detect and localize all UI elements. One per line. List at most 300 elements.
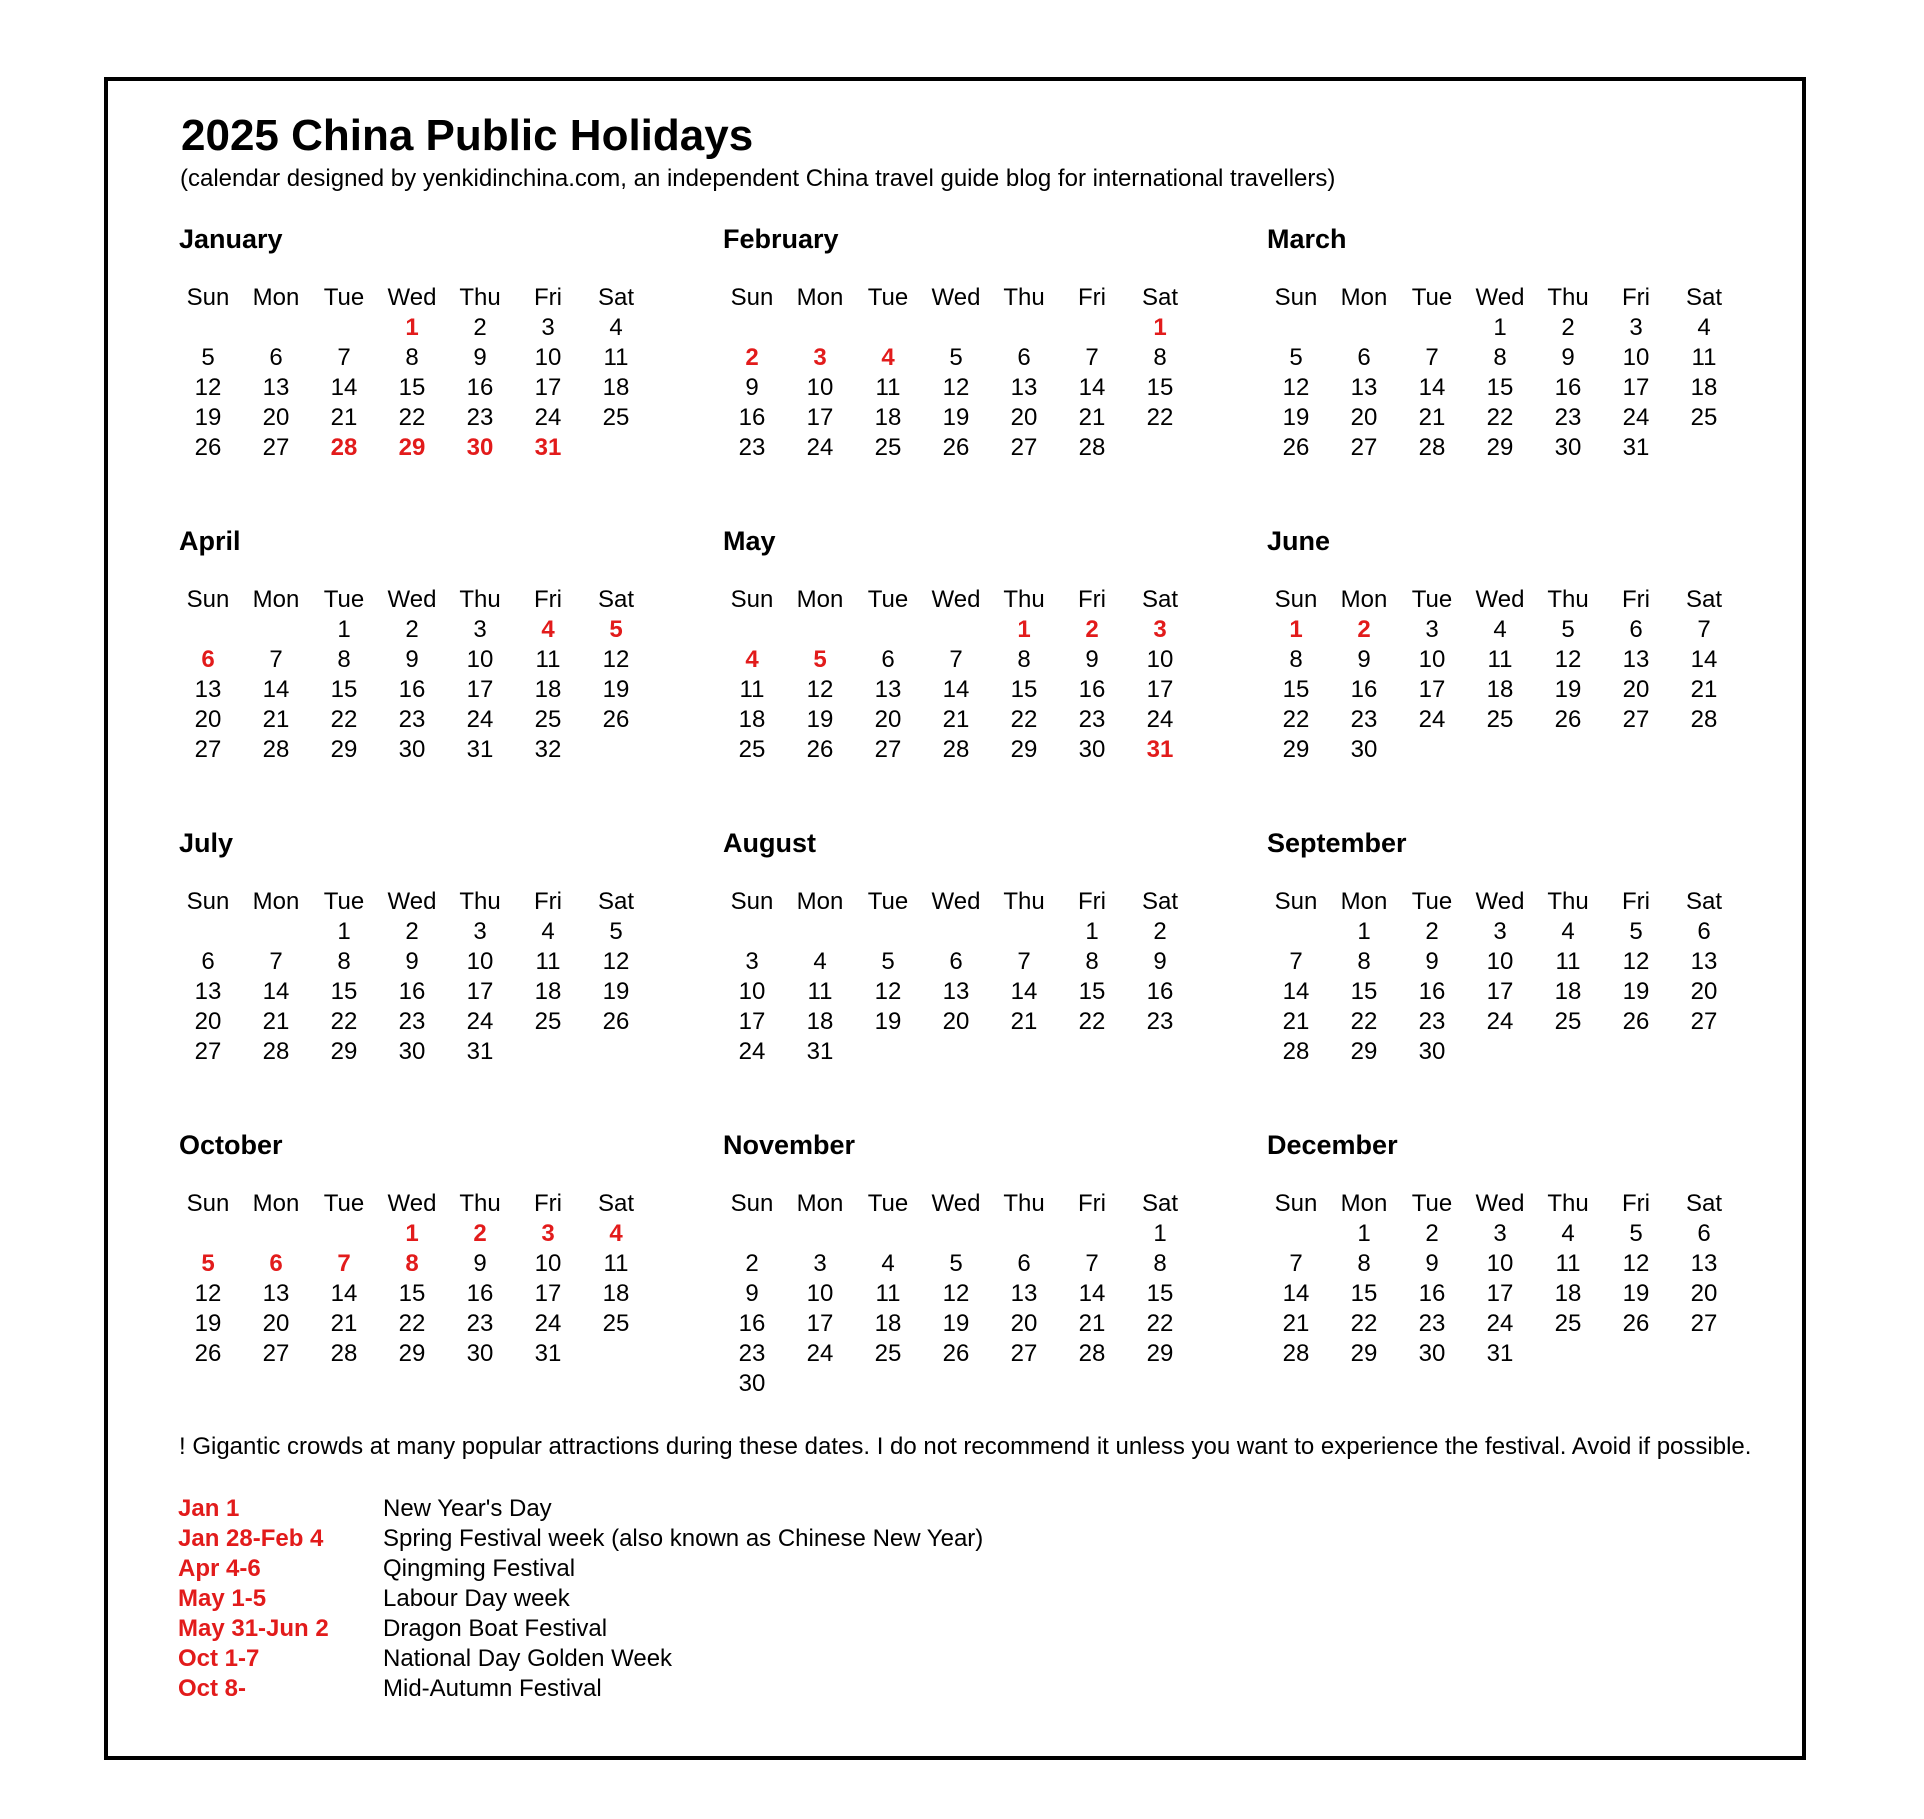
day-cell: 10 — [806, 374, 834, 401]
holiday-day-cell: 6 — [269, 1250, 283, 1277]
day-cell: 10 — [806, 1280, 834, 1307]
weekday-header: Thu — [1003, 284, 1045, 311]
day-cell: 8 — [1357, 1250, 1371, 1277]
day-cell: 24 — [806, 434, 834, 461]
day-cell: 16 — [1350, 676, 1378, 703]
day-cell: 23 — [1418, 1310, 1446, 1337]
day-cell: 8 — [1017, 646, 1031, 673]
day-cell: 17 — [1146, 676, 1174, 703]
day-cell: 11 — [603, 1250, 629, 1277]
day-cell: 15 — [330, 676, 358, 703]
weekday-header: Mon — [252, 1190, 300, 1217]
holiday-day-cell: 31 — [534, 434, 562, 461]
day-cell: 3 — [473, 616, 487, 643]
holiday-day-cell: 28 — [330, 434, 358, 461]
day-cell: 25 — [1554, 1008, 1582, 1035]
day-cell: 8 — [1289, 646, 1303, 673]
day-cell: 8 — [337, 948, 351, 975]
legend-date: Oct 8- — [178, 1675, 247, 1702]
day-cell: 28 — [262, 736, 290, 763]
day-cell: 7 — [269, 646, 283, 673]
day-cell: 23 — [1078, 706, 1106, 733]
day-cell: 13 — [1350, 374, 1378, 401]
legend-date: Jan 1 — [178, 1495, 240, 1522]
weekday-header: Wed — [1475, 1190, 1525, 1217]
day-cell: 22 — [1486, 404, 1514, 431]
page-subtitle: (calendar designed by yenkidinchina.com, an independent China travel guide blog for international travellers) — [180, 165, 1336, 192]
weekday-header: Thu — [459, 1190, 501, 1217]
day-cell: 25 — [874, 434, 902, 461]
day-cell: 15 — [1078, 978, 1106, 1005]
weekday-header: Mon — [1340, 888, 1388, 915]
day-cell: 19 — [874, 1008, 902, 1035]
weekday-header: Sat — [1685, 284, 1723, 311]
day-cell: 21 — [262, 1008, 290, 1035]
day-cell: 25 — [602, 1310, 630, 1337]
day-cell: 15 — [1282, 676, 1310, 703]
day-cell: 24 — [806, 1340, 834, 1367]
weekday-header: Wed — [1475, 888, 1525, 915]
day-cell: 26 — [942, 434, 970, 461]
day-cell: 18 — [806, 1008, 834, 1035]
weekday-header: Mon — [796, 284, 844, 311]
day-cell: 31 — [806, 1038, 834, 1065]
day-cell: 23 — [1350, 706, 1378, 733]
month-name: July — [179, 828, 234, 858]
weekday-header: Sun — [730, 888, 774, 915]
day-cell: 25 — [1554, 1310, 1582, 1337]
day-cell: 3 — [1493, 1220, 1507, 1247]
day-cell: 4 — [1697, 314, 1711, 341]
day-cell: 4 — [1561, 918, 1575, 945]
day-cell: 21 — [1282, 1008, 1310, 1035]
weekday-header: Wed — [1475, 586, 1525, 613]
day-cell: 17 — [1486, 1280, 1514, 1307]
day-cell: 25 — [534, 1008, 562, 1035]
weekday-header: Sat — [1685, 1190, 1723, 1217]
day-cell: 24 — [1486, 1310, 1514, 1337]
day-cell: 15 — [1010, 676, 1038, 703]
weekday-header: Fri — [534, 586, 562, 613]
day-cell: 31 — [534, 1340, 562, 1367]
day-cell: 21 — [1282, 1310, 1310, 1337]
day-cell: 7 — [1017, 948, 1031, 975]
day-cell: 23 — [466, 404, 494, 431]
day-cell: 29 — [1010, 736, 1038, 763]
day-cell: 29 — [398, 1340, 426, 1367]
day-cell: 3 — [813, 1250, 827, 1277]
day-cell: 15 — [1486, 374, 1514, 401]
holiday-day-cell: 8 — [405, 1250, 419, 1277]
day-cell: 15 — [1146, 374, 1174, 401]
day-cell: 19 — [1282, 404, 1310, 431]
day-cell: 8 — [337, 646, 351, 673]
day-cell: 6 — [881, 646, 895, 673]
day-cell: 26 — [942, 1340, 970, 1367]
holiday-day-cell: 30 — [466, 434, 494, 461]
day-cell: 7 — [1289, 1250, 1303, 1277]
day-cell: 12 — [942, 1280, 970, 1307]
day-cell: 21 — [1690, 676, 1718, 703]
month-name: September — [1267, 828, 1407, 858]
month-name: February — [723, 224, 839, 254]
day-cell: 22 — [398, 404, 426, 431]
day-cell: 6 — [1629, 616, 1643, 643]
holiday-day-cell: 4 — [609, 1220, 623, 1247]
day-cell: 29 — [1486, 434, 1514, 461]
day-cell: 1 — [337, 918, 351, 945]
month-name: January — [179, 224, 283, 254]
weekday-header: Thu — [459, 586, 501, 613]
weekday-header: Sun — [1274, 284, 1318, 311]
day-cell: 1 — [1357, 1220, 1371, 1247]
day-cell: 13 — [262, 1280, 290, 1307]
weekday-header: Fri — [1622, 888, 1650, 915]
legend-holiday-name: National Day Golden Week — [383, 1645, 673, 1672]
day-cell: 16 — [1078, 676, 1106, 703]
day-cell: 22 — [330, 706, 358, 733]
day-cell: 16 — [738, 404, 766, 431]
day-cell: 9 — [745, 1280, 759, 1307]
day-cell: 22 — [1146, 404, 1174, 431]
day-cell: 13 — [262, 374, 290, 401]
day-cell: 14 — [262, 978, 290, 1005]
day-cell: 29 — [1282, 736, 1310, 763]
day-cell: 12 — [1622, 948, 1650, 975]
day-cell: 25 — [1486, 706, 1514, 733]
holiday-day-cell: 5 — [609, 616, 623, 643]
day-cell: 12 — [1554, 646, 1582, 673]
day-cell: 11 — [1555, 1250, 1581, 1277]
holiday-day-cell: 2 — [745, 344, 759, 371]
day-cell: 18 — [874, 404, 902, 431]
day-cell: 25 — [738, 736, 766, 763]
day-cell: 21 — [330, 1310, 358, 1337]
weekday-header: Wed — [387, 586, 437, 613]
day-cell: 19 — [1622, 1280, 1650, 1307]
day-cell: 7 — [949, 646, 963, 673]
day-cell: 9 — [473, 1250, 487, 1277]
day-cell: 23 — [1418, 1008, 1446, 1035]
day-cell: 22 — [1350, 1310, 1378, 1337]
holiday-day-cell: 1 — [405, 1220, 419, 1247]
day-cell: 19 — [942, 1310, 970, 1337]
day-cell: 24 — [738, 1038, 766, 1065]
day-cell: 18 — [874, 1310, 902, 1337]
day-cell: 28 — [942, 736, 970, 763]
day-cell: 3 — [541, 314, 555, 341]
weekday-header: Sat — [1685, 586, 1723, 613]
legend-row — [178, 1614, 1078, 1644]
day-cell: 19 — [1554, 676, 1582, 703]
day-cell: 19 — [602, 676, 630, 703]
weekday-header: Wed — [387, 888, 437, 915]
day-cell: 10 — [1622, 344, 1650, 371]
day-cell: 13 — [1010, 1280, 1038, 1307]
day-cell: 3 — [1425, 616, 1439, 643]
day-cell: 26 — [602, 1008, 630, 1035]
day-cell: 20 — [1010, 404, 1038, 431]
day-cell: 7 — [269, 948, 283, 975]
weekday-header: Sun — [186, 284, 230, 311]
holiday-day-cell: 1 — [1289, 616, 1303, 643]
day-cell: 6 — [1697, 1220, 1711, 1247]
weekday-header: Wed — [1475, 284, 1525, 311]
day-cell: 29 — [330, 736, 358, 763]
holiday-day-cell: 1 — [1153, 314, 1167, 341]
day-cell: 5 — [949, 344, 963, 371]
day-cell: 14 — [1078, 1280, 1106, 1307]
day-cell: 24 — [1146, 706, 1174, 733]
day-cell: 23 — [398, 1008, 426, 1035]
weekday-header: Sat — [597, 1190, 635, 1217]
day-cell: 12 — [194, 1280, 222, 1307]
day-cell: 26 — [1282, 434, 1310, 461]
day-cell: 16 — [1418, 1280, 1446, 1307]
day-cell: 23 — [1146, 1008, 1174, 1035]
day-cell: 2 — [1561, 314, 1575, 341]
day-cell: 19 — [194, 1310, 222, 1337]
day-cell: 5 — [609, 918, 623, 945]
day-cell: 27 — [194, 1038, 222, 1065]
day-cell: 3 — [1493, 918, 1507, 945]
weekday-header: Thu — [1547, 284, 1589, 311]
day-cell: 12 — [194, 374, 222, 401]
weekday-header: Mon — [796, 888, 844, 915]
holiday-day-cell: 1 — [1017, 616, 1031, 643]
day-cell: 14 — [942, 676, 970, 703]
legend-holiday-name: Dragon Boat Festival — [383, 1615, 608, 1642]
weekday-header: Sun — [730, 1190, 774, 1217]
day-cell: 25 — [602, 404, 630, 431]
day-cell: 2 — [1425, 918, 1439, 945]
day-cell: 7 — [1425, 344, 1439, 371]
weekday-header: Sun — [186, 888, 230, 915]
legend-row — [178, 1524, 1078, 1554]
day-cell: 1 — [337, 616, 351, 643]
day-cell: 26 — [806, 736, 834, 763]
day-cell: 20 — [194, 1008, 222, 1035]
weekday-header: Sat — [597, 586, 635, 613]
day-cell: 7 — [1085, 344, 1099, 371]
weekday-header: Sat — [597, 284, 635, 311]
day-cell: 14 — [1690, 646, 1718, 673]
day-cell: 17 — [806, 1310, 834, 1337]
weekday-header: Thu — [1003, 888, 1045, 915]
weekday-header: Sun — [1274, 586, 1318, 613]
day-cell: 31 — [1486, 1340, 1514, 1367]
day-cell: 4 — [1493, 616, 1507, 643]
day-cell: 13 — [1622, 646, 1650, 673]
day-cell: 13 — [1690, 948, 1718, 975]
weekday-header: Sat — [1685, 888, 1723, 915]
weekday-header: Fri — [1622, 586, 1650, 613]
day-cell: 15 — [398, 1280, 426, 1307]
day-cell: 22 — [398, 1310, 426, 1337]
weekday-header: Fri — [534, 888, 562, 915]
weekday-header: Tue — [323, 586, 365, 613]
weekday-header: Wed — [931, 888, 981, 915]
day-cell: 28 — [1418, 434, 1446, 461]
day-cell: 24 — [1486, 1008, 1514, 1035]
day-cell: 14 — [330, 1280, 358, 1307]
day-cell: 10 — [738, 978, 766, 1005]
holiday-day-cell: 5 — [813, 646, 827, 673]
day-cell: 8 — [1357, 948, 1371, 975]
weekday-header: Thu — [1547, 1190, 1589, 1217]
day-cell: 26 — [602, 706, 630, 733]
day-cell: 14 — [1282, 1280, 1310, 1307]
day-cell: 23 — [398, 706, 426, 733]
weekday-header: Fri — [1078, 888, 1106, 915]
day-cell: 1 — [1085, 918, 1099, 945]
day-cell: 26 — [194, 434, 222, 461]
day-cell: 25 — [534, 706, 562, 733]
day-cell: 2 — [473, 314, 487, 341]
weekday-header: Thu — [1547, 888, 1589, 915]
month-name: May — [723, 526, 776, 556]
day-cell: 2 — [405, 918, 419, 945]
day-cell: 21 — [1418, 404, 1446, 431]
crowd-warning-note: ! Gigantic crowds at many popular attractions during these dates. I do not recommend it unless you want to experience the festival. Avoid if possible. — [179, 1433, 1752, 1460]
day-cell: 14 — [1418, 374, 1446, 401]
day-cell: 21 — [262, 706, 290, 733]
day-cell: 5 — [1629, 1220, 1643, 1247]
day-cell: 30 — [1078, 736, 1106, 763]
day-cell: 22 — [1010, 706, 1038, 733]
day-cell: 5 — [949, 1250, 963, 1277]
weekday-header: Tue — [867, 284, 909, 311]
day-cell: 14 — [262, 676, 290, 703]
day-cell: 1 — [1357, 918, 1371, 945]
day-cell: 6 — [949, 948, 963, 975]
day-cell: 20 — [1010, 1310, 1038, 1337]
day-cell: 30 — [738, 1370, 766, 1397]
day-cell: 10 — [534, 1250, 562, 1277]
legend-date: Apr 4-6 — [178, 1555, 261, 1582]
legend-holiday-name: New Year's Day — [383, 1495, 552, 1522]
day-cell: 16 — [738, 1310, 766, 1337]
day-cell: 7 — [1085, 1250, 1099, 1277]
day-cell: 22 — [330, 1008, 358, 1035]
day-cell: 12 — [1282, 374, 1310, 401]
weekday-header: Sun — [186, 586, 230, 613]
day-cell: 27 — [1622, 706, 1650, 733]
day-cell: 11 — [535, 948, 561, 975]
weekday-header: Tue — [867, 1190, 909, 1217]
weekday-header: Fri — [534, 284, 562, 311]
month-name: April — [179, 526, 241, 556]
day-cell: 18 — [602, 374, 630, 401]
day-cell: 1 — [1493, 314, 1507, 341]
weekday-header: Thu — [1003, 1190, 1045, 1217]
day-cell: 21 — [1078, 1310, 1106, 1337]
month-name: August — [723, 828, 816, 858]
day-cell: 18 — [1690, 374, 1718, 401]
day-cell: 5 — [201, 344, 215, 371]
day-cell: 15 — [1146, 1280, 1174, 1307]
day-cell: 11 — [739, 676, 765, 703]
legend-date: Jan 28-Feb 4 — [178, 1525, 324, 1552]
weekday-header: Sun — [730, 586, 774, 613]
day-cell: 9 — [1561, 344, 1575, 371]
day-cell: 8 — [1153, 344, 1167, 371]
day-cell: 30 — [1418, 1038, 1446, 1065]
day-cell: 7 — [337, 344, 351, 371]
weekday-header: Tue — [323, 888, 365, 915]
legend-date: May 31-Jun 2 — [178, 1615, 329, 1642]
day-cell: 20 — [1690, 1280, 1718, 1307]
day-cell: 16 — [466, 1280, 494, 1307]
day-cell: 3 — [1629, 314, 1643, 341]
day-cell: 13 — [1690, 1250, 1718, 1277]
day-cell: 4 — [1561, 1220, 1575, 1247]
weekday-header: Fri — [1078, 1190, 1106, 1217]
day-cell: 16 — [398, 978, 426, 1005]
day-cell: 17 — [1486, 978, 1514, 1005]
weekday-header: Tue — [1411, 1190, 1453, 1217]
day-cell: 2 — [745, 1250, 759, 1277]
holiday-day-cell: 6 — [201, 646, 215, 673]
day-cell: 6 — [1697, 918, 1711, 945]
legend-holiday-name: Labour Day week — [383, 1585, 570, 1612]
day-cell: 3 — [473, 918, 487, 945]
day-cell: 24 — [534, 1310, 562, 1337]
holiday-day-cell: 7 — [337, 1250, 351, 1277]
holiday-day-cell: 2 — [473, 1220, 487, 1247]
holiday-day-cell: 1 — [405, 314, 419, 341]
month-name: December — [1267, 1130, 1398, 1160]
day-cell: 2 — [1153, 918, 1167, 945]
day-cell: 22 — [1146, 1310, 1174, 1337]
day-cell: 30 — [1554, 434, 1582, 461]
day-cell: 13 — [874, 676, 902, 703]
month-name: October — [179, 1130, 283, 1160]
day-cell: 29 — [1350, 1038, 1378, 1065]
day-cell: 13 — [942, 978, 970, 1005]
day-cell: 17 — [806, 404, 834, 431]
day-cell: 19 — [602, 978, 630, 1005]
day-cell: 20 — [1690, 978, 1718, 1005]
day-cell: 12 — [874, 978, 902, 1005]
day-cell: 11 — [603, 344, 629, 371]
holiday-day-cell: 4 — [745, 646, 759, 673]
day-cell: 9 — [1153, 948, 1167, 975]
day-cell: 9 — [745, 374, 759, 401]
month-name: March — [1267, 224, 1347, 254]
day-cell: 29 — [1146, 1340, 1174, 1367]
day-cell: 5 — [881, 948, 895, 975]
weekday-header: Mon — [1340, 284, 1388, 311]
day-cell: 8 — [405, 344, 419, 371]
day-cell: 10 — [466, 646, 494, 673]
day-cell: 17 — [738, 1008, 766, 1035]
day-cell: 29 — [330, 1038, 358, 1065]
day-cell: 5 — [1561, 616, 1575, 643]
legend-row — [178, 1494, 1078, 1524]
holiday-day-cell: 4 — [881, 344, 895, 371]
day-cell: 28 — [1078, 434, 1106, 461]
day-cell: 23 — [738, 434, 766, 461]
day-cell: 23 — [738, 1340, 766, 1367]
legend-row — [178, 1674, 1078, 1704]
day-cell: 11 — [807, 978, 833, 1005]
day-cell: 18 — [738, 706, 766, 733]
day-cell: 23 — [466, 1310, 494, 1337]
day-cell: 9 — [405, 948, 419, 975]
weekday-header: Tue — [1411, 586, 1453, 613]
day-cell: 15 — [398, 374, 426, 401]
